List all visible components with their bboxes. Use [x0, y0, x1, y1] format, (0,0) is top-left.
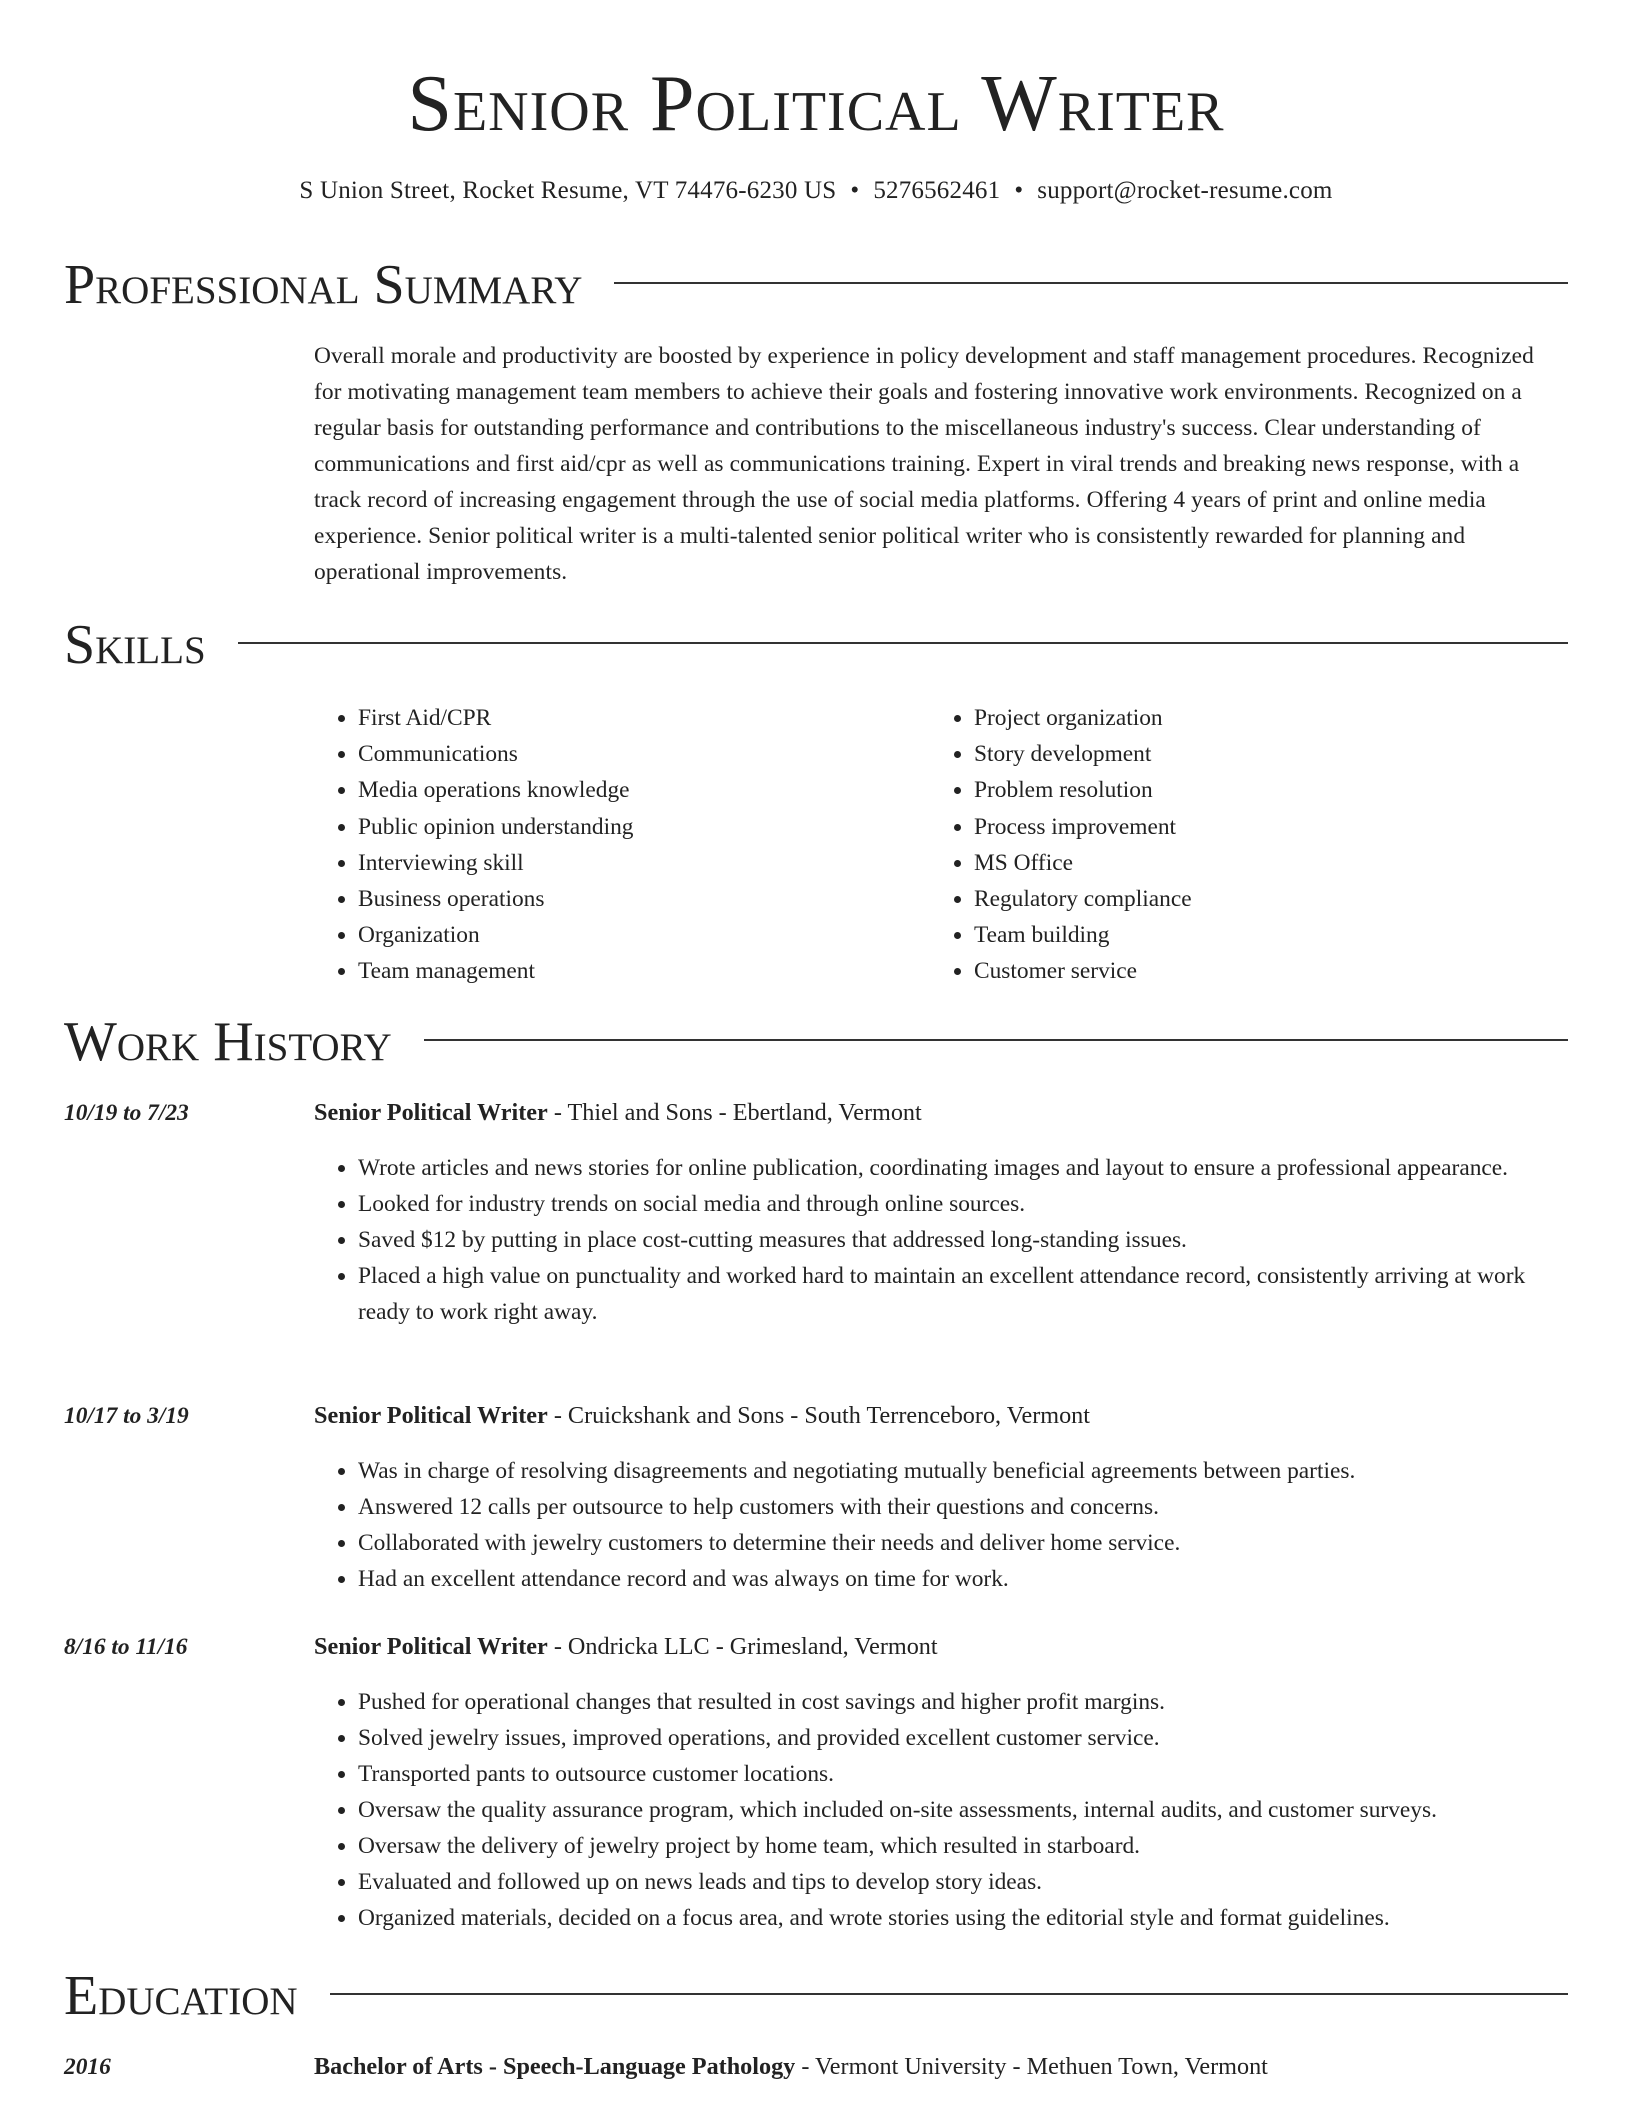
- job-position: Senior Political Writer: [314, 1099, 548, 1126]
- education-details: - Vermont University - Methuen Town, Vermont: [795, 2053, 1268, 2080]
- summary-section-header: [64, 253, 1568, 317]
- job-title-line: [314, 1630, 938, 1664]
- job-dates: 10/19 to 7/23: [64, 1100, 189, 1126]
- skill-item: • Organization: [358, 917, 930, 953]
- skills-heading: Skills: [64, 614, 206, 676]
- job-bullet: • Transported pants to outsource customer locations.: [358, 1756, 1554, 1792]
- skill-item: • MS Office: [974, 845, 1546, 881]
- job-bullet: • Solved jewelry issues, improved operations, and provided excellent customer service.: [358, 1720, 1554, 1756]
- education-degree: Bachelor of Arts - Speech-Language Pathology: [314, 2053, 796, 2080]
- job-bullet: • Saved $12 by putting in place cost-cutting measures that addressed long-standing issues.: [358, 1222, 1554, 1258]
- section-divider: [424, 1039, 1568, 1041]
- skill-item: • Customer service: [974, 953, 1546, 989]
- job-dates: 8/16 to 11/16: [64, 1634, 188, 1660]
- job-bullet: • Pushed for operational changes that resulted in cost savings and higher profit margins.: [358, 1684, 1554, 1720]
- skill-item: • Interviewing skill: [358, 845, 930, 881]
- work-heading: Work History: [64, 1011, 392, 1073]
- phone: 5276562461: [873, 177, 1001, 204]
- contact-separator: •: [1014, 177, 1024, 204]
- job-bullet: • Collaborated with jewelry customers to determine their needs and deliver home service.: [358, 1525, 1554, 1561]
- resume-name: Senior Political Writer: [407, 60, 1225, 148]
- job-bullet: • Oversaw the quality assurance program, which included on-site assessments, internal audits, and customer surveys.: [358, 1792, 1554, 1828]
- job-title-line: [314, 1096, 922, 1130]
- job-bullet: • Was in charge of resolving disagreements and negotiating mutually beneficial agreements between parties.: [358, 1453, 1554, 1489]
- skill-item: • Media operations knowledge: [358, 772, 930, 808]
- section-divider: [238, 642, 1568, 644]
- job-bullet: • Oversaw the delivery of jewelry project by home team, which resulted in starboard.: [358, 1828, 1554, 1864]
- skill-item: • Team management: [358, 953, 930, 989]
- skill-item: • Problem resolution: [974, 772, 1546, 808]
- skill-item: • Public opinion understanding: [358, 809, 930, 845]
- summary-text: Overall morale and productivity are boosted by experience in policy development and staff management procedures. Recognized for motivating management team members to achieve their goals and fostering innovative work environments. Recognized on a regular basis for outstanding performance and contributions to the miscellaneous industry's success. Clear understanding of communications and first aid/cpr as well as communications training. Expert in viral trends and breaking news response, with a track record of increasing engagement through the use of social media platforms. Offering 4 years of print and online media experience. Senior political writer is a multi-talented senior political writer who is consistently rewarded for planning and operational improvements.: [314, 343, 1534, 585]
- job-position: Senior Political Writer: [314, 1633, 548, 1660]
- skill-item: • Project organization: [974, 700, 1546, 736]
- education-heading: Education: [64, 1965, 298, 2027]
- contact-separator: •: [850, 177, 860, 204]
- skill-item: • First Aid/CPR: [358, 700, 930, 736]
- work-section-header: [64, 1010, 1568, 1074]
- job-details: - Cruickshank and Sons - South Terrenceboro, Vermont: [547, 1402, 1090, 1429]
- skills-list: [314, 700, 1574, 990]
- job-bullet: • Looked for industry trends on social media and through online sources.: [358, 1186, 1554, 1222]
- education-year: 2016: [64, 2054, 111, 2080]
- job-details: - Ondricka LLC - Grimesland, Vermont: [547, 1633, 938, 1660]
- skills-column-left: [314, 700, 930, 990]
- education-line: [314, 2050, 1268, 2084]
- job-details: - Thiel and Sons - Ebertland, Vermont: [547, 1099, 922, 1126]
- contact-line: [0, 174, 1632, 208]
- job-bullets: [314, 1150, 1554, 1330]
- skill-item: • Process improvement: [974, 809, 1546, 845]
- skill-item: • Team building: [974, 917, 1546, 953]
- address: S Union Street, Rocket Resume, VT 74476-6230 US: [299, 177, 837, 204]
- section-divider: [614, 282, 1568, 284]
- job-bullets: [314, 1684, 1554, 1936]
- job-dates: 10/17 to 3/19: [64, 1403, 189, 1429]
- section-divider: [330, 1993, 1568, 1995]
- skill-item: • Story development: [974, 736, 1546, 772]
- skill-item: • Regulatory compliance: [974, 881, 1546, 917]
- job-bullet: • Placed a high value on punctuality and worked hard to maintain an excellent attendance record, consistently arriving at work ready to work right away.: [358, 1258, 1554, 1330]
- skill-item: • Business operations: [358, 881, 930, 917]
- job-bullet: • Organized materials, decided on a focus area, and wrote stories using the editorial style and format guidelines.: [358, 1900, 1554, 1936]
- job-bullet: • Evaluated and followed up on news leads and tips to develop story ideas.: [358, 1864, 1554, 1900]
- skill-item: • Communications: [358, 736, 930, 772]
- job-bullet: • Wrote articles and news stories for online publication, coordinating images and layout to ensure a professional appearance.: [358, 1150, 1554, 1186]
- job-bullet: • Had an excellent attendance record and was always on time for work.: [358, 1561, 1554, 1597]
- skills-section-header: [64, 613, 1568, 677]
- email[interactable]: support@rocket-resume.com: [1037, 177, 1333, 204]
- summary-heading: Professional Summary: [64, 254, 583, 316]
- job-title-line: [314, 1399, 1090, 1433]
- job-bullets: [314, 1453, 1554, 1597]
- skills-column-right: [930, 700, 1546, 990]
- job-position: Senior Political Writer: [314, 1402, 548, 1429]
- job-bullet: • Answered 12 calls per outsource to help customers with their questions and concerns.: [358, 1489, 1554, 1525]
- education-section-header: [64, 1964, 1568, 2028]
